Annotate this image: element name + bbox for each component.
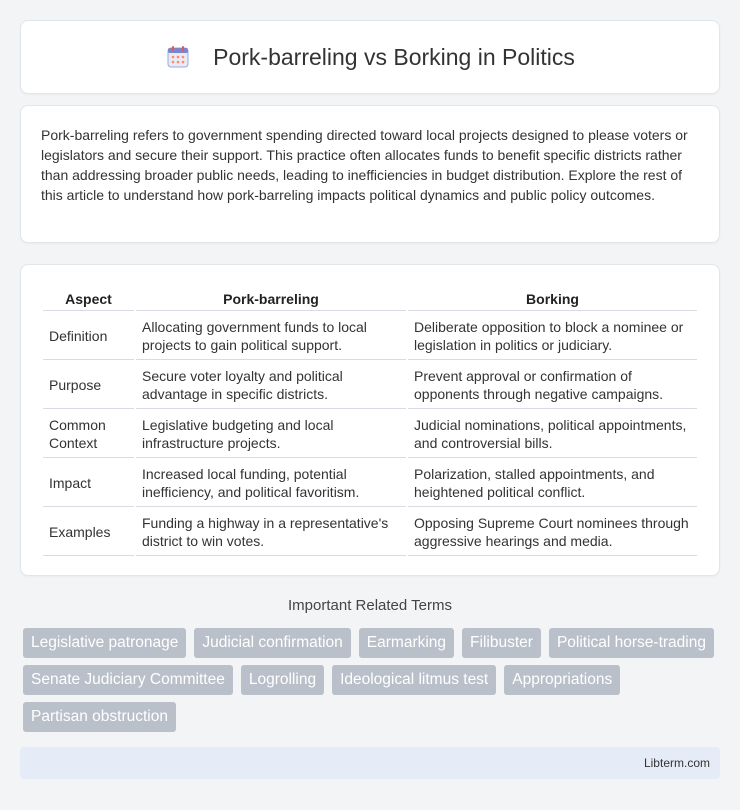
calendar-icon — [165, 44, 191, 70]
header-borking: Borking — [408, 283, 697, 311]
related-terms-tags — [23, 628, 723, 739]
tag-appropriations[interactable]: Appropriations — [504, 665, 620, 695]
tag-logrolling[interactable]: Logrolling — [241, 665, 324, 695]
row-bork: Polarization, stalled appointments, and heightened political conflict. — [408, 460, 697, 507]
row-bork: Judicial nominations, political appointments, and controversial bills. — [408, 411, 697, 458]
intro-paragraph: Pork-barreling refers to government spending directed toward local projects designed to please voters or legislators and secure their support. This practice often allocates funds to benefit specific districts rather than addressing broader public needs, leading to inefficiencies in budget distribution. Explore the rest of this article to understand how pork-barreling impacts political dynamics and public policy outcomes. — [41, 127, 688, 203]
row-aspect: Examples — [43, 509, 134, 556]
tag-filibuster[interactable]: Filibuster — [462, 628, 541, 658]
row-pork: Increased local funding, potential inefficiency, and political favoritism. — [136, 460, 406, 507]
row-pork: Allocating government funds to local projects to gain political support. — [136, 313, 406, 360]
row-aspect: Impact — [43, 460, 134, 507]
header-pork-barreling: Pork-barreling — [136, 283, 406, 311]
row-bork: Opposing Supreme Court nominees through aggressive hearings and media. — [408, 509, 697, 556]
header-aspect: Aspect — [43, 283, 134, 311]
tag-partisan-obstruction[interactable]: Partisan obstruction — [23, 702, 176, 732]
title-card — [20, 20, 720, 94]
tag-senate-judiciary-committee[interactable]: Senate Judiciary Committee — [23, 665, 233, 695]
table-row — [43, 411, 697, 458]
table-row — [43, 313, 697, 360]
table-row — [43, 509, 697, 556]
intro-card — [20, 105, 720, 243]
tag-judicial-confirmation[interactable]: Judicial confirmation — [194, 628, 350, 658]
row-aspect: Common Context — [43, 411, 134, 458]
footer-site-link[interactable]: Libterm.com — [643, 756, 710, 770]
row-aspect: Definition — [43, 313, 134, 360]
footer — [20, 747, 720, 779]
tag-earmarking[interactable]: Earmarking — [359, 628, 454, 658]
tag-legislative-patronage[interactable]: Legislative patronage — [23, 628, 186, 658]
table-row — [43, 460, 697, 507]
row-pork: Legislative budgeting and local infrastructure projects. — [136, 411, 406, 458]
row-bork: Prevent approval or confirmation of opponents through negative campaigns. — [408, 362, 697, 409]
comparison-table — [41, 281, 699, 558]
related-terms-title: Important Related Terms — [288, 597, 452, 614]
page-title: Pork-barreling vs Borking in Politics — [213, 43, 575, 70]
row-pork: Secure voter loyalty and political advantage in specific districts. — [136, 362, 406, 409]
tag-political-horse-trading[interactable]: Political horse-trading — [549, 628, 714, 658]
table-row — [43, 362, 697, 409]
row-pork: Funding a highway in a representative's district to win votes. — [136, 509, 406, 556]
tag-ideological-litmus-test[interactable]: Ideological litmus test — [332, 665, 496, 695]
row-aspect: Purpose — [43, 362, 134, 409]
comparison-card — [20, 264, 720, 576]
row-bork: Deliberate opposition to block a nominee or legislation in politics or judiciary. — [408, 313, 697, 360]
table-header-row — [43, 283, 697, 311]
